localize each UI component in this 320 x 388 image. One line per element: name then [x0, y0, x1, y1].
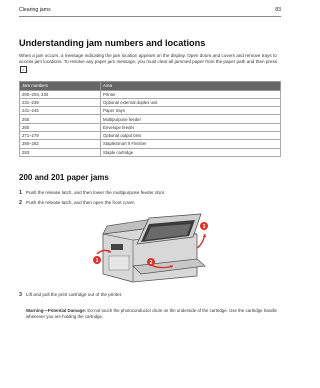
intro-text: When a jam occurs, a message indicating the jam location appears on the display. Open doors and covers and remove trays to access jam locations. To resolve any paper jam message, you must clear all jammed paper from the paper path and then press — [19, 53, 278, 65]
area-cell: Multipurpose feeder — [101, 115, 281, 123]
warning-text: Do not touch the photoconductor drum on the underside of the cartridge. Use the cartridge handle whenever you are holding the cartridge. — [26, 308, 277, 320]
step-number: 3 — [19, 292, 22, 298]
jam-number-cell: 283 — [20, 148, 101, 156]
header-section-title: Clearing jams — [19, 7, 51, 13]
table-header-row — [20, 82, 281, 91]
step-number: 2 — [19, 200, 22, 206]
area-cell: Envelope feeder — [101, 123, 281, 131]
step-text: Lift and pull the print cartridge out of the printer. — [26, 292, 123, 297]
area-cell: Printer — [101, 90, 281, 98]
table-row — [20, 90, 281, 98]
area-cell: Staple cartridge — [101, 148, 281, 156]
jam-number-cell: 260 — [20, 123, 101, 131]
column-header-jam-numbers: Jam numbers — [20, 82, 101, 91]
step-1 — [19, 190, 165, 196]
table-row — [20, 123, 281, 131]
jam-number-cell: 231–239 — [20, 98, 101, 106]
jam-table — [19, 81, 281, 157]
step-text: Push the release latch, and then lower the multipurpose feeder door. — [26, 190, 166, 195]
warning-label: Warning—Potential Damage: — [26, 308, 87, 313]
table-row — [20, 148, 281, 156]
area-cell: Optional output bins — [101, 131, 281, 139]
step-number: 1 — [19, 190, 22, 196]
callout-number: 3 — [202, 223, 206, 230]
callout-number: 2 — [149, 259, 153, 266]
area-cell: Paper trays — [101, 107, 281, 115]
jam-number-cell: 271–279 — [20, 131, 101, 139]
step-text: Push the release latch, and then open the front cover. — [26, 200, 136, 205]
jam-number-cell: 241–245 — [20, 107, 101, 115]
callout-badge-2 — [147, 258, 155, 266]
area-cell: Optional external duplex unit — [101, 98, 281, 106]
printer-illustration — [89, 204, 211, 284]
table-row — [20, 140, 281, 148]
intro-paragraph: When a jam occurs, a message indicating the jam location appears on the display. Open doors and covers and remove trays to access jam locations. To resolve any paper jam message, you must clear all jammed paper from the paper path and then press ✓ . — [19, 53, 278, 72]
table-row — [20, 98, 281, 106]
table-row — [20, 107, 281, 115]
jam-number-cell: 200–203, 230 — [20, 90, 101, 98]
jam-number-cell: 250 — [20, 115, 101, 123]
table-row — [20, 131, 281, 139]
table-row — [20, 115, 281, 123]
step-3 — [19, 292, 122, 298]
callout-badge-1 — [93, 256, 101, 264]
page-header — [19, 6, 281, 17]
area-cell: StapleSmart II Finisher — [101, 140, 281, 148]
checkmark-icon: ✓ — [21, 66, 26, 72]
page-number: 83 — [275, 7, 281, 13]
jam-number-cell: 280–282 — [20, 140, 101, 148]
page-title: Understanding jam numbers and locations — [19, 38, 206, 48]
warning-note — [26, 308, 281, 320]
callout-badge-3 — [200, 222, 208, 230]
section-title: 200 and 201 paper jams — [19, 173, 109, 182]
callout-number: 1 — [95, 257, 99, 264]
column-header-area: Area — [101, 82, 281, 91]
